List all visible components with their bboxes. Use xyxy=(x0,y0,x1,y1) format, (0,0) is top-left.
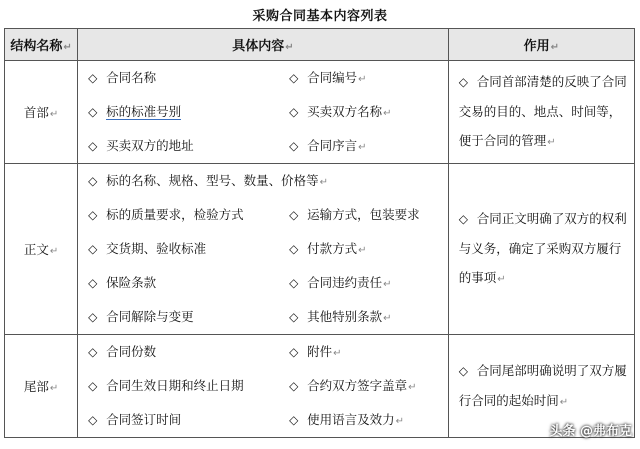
diamond-outline-icon: ◇ xyxy=(88,242,98,256)
diamond-outline-icon: ◇ xyxy=(88,208,98,222)
diamond-outline-icon: ◇ xyxy=(88,71,98,85)
table-header-row xyxy=(5,29,635,61)
section-purpose: ◇ 合同正文明确了双方的权利与义务，确定了采购双方履行的事项↵ xyxy=(448,164,634,335)
diamond-outline-icon: ◇ xyxy=(289,310,299,324)
diamond-outline-icon: ◇ xyxy=(289,379,299,393)
list-item: ◇ 买卖双方名称↵ xyxy=(279,95,448,129)
diamond-outline-icon: ◇ xyxy=(289,208,299,222)
diamond-outline-icon: ◇ xyxy=(88,379,98,393)
list-item: ◇ 合同份数 xyxy=(78,335,279,369)
table-row-body-section xyxy=(5,164,635,335)
list-item: ◇ 合同解除与变更 xyxy=(78,300,279,334)
list-item: ◇ 合同名称 xyxy=(78,61,279,95)
list-item: ◇ 合同签订时间 xyxy=(78,403,279,437)
diamond-outline-icon: ◇ xyxy=(289,139,299,153)
diamond-outline-icon: ◇ xyxy=(289,345,299,359)
contract-content-table xyxy=(4,28,635,438)
section-items xyxy=(78,61,449,164)
section-purpose: ◇ 合同尾部明确说明了双方履行合同的起始时间↵ xyxy=(448,335,634,438)
watermark: 头条 @弗布克 xyxy=(549,424,632,439)
header-purpose: 作用↵ xyxy=(448,29,634,61)
list-item: ◇ 合同违约责任↵ xyxy=(279,266,448,300)
list-item: ◇ 买卖双方的地址 xyxy=(78,129,279,163)
document-title: 采购合同基本内容列表 xyxy=(252,9,388,24)
section-items xyxy=(78,335,449,438)
list-item: ◇ 交货期、验收标准 xyxy=(78,232,279,266)
diamond-outline-icon: ◇ xyxy=(88,413,98,427)
section-name: 尾部↵ xyxy=(5,335,78,438)
section-items xyxy=(78,164,449,335)
diamond-outline-icon: ◇ xyxy=(289,71,299,85)
section-name: 首部↵ xyxy=(5,61,78,164)
diamond-outline-icon: ◇ xyxy=(88,139,98,153)
table-row-footer-section xyxy=(5,335,635,438)
list-item: ◇ 使用语言及效力↵ xyxy=(279,403,448,437)
section-name: 正文↵ xyxy=(5,164,78,335)
diamond-outline-icon: ◇ xyxy=(458,75,468,89)
diamond-outline-icon: ◇ xyxy=(88,174,98,188)
diamond-outline-icon: ◇ xyxy=(289,105,299,119)
list-item: ◇ 合同编号↵ xyxy=(279,61,448,95)
header-content: 具体内容↵ xyxy=(78,29,449,61)
list-item: ◇ 附件↵ xyxy=(279,335,448,369)
list-item: ◇ 合约双方签字盖章↵ xyxy=(279,369,448,403)
table-row-header-section xyxy=(5,61,635,164)
list-item: ◇ 合同生效日期和终止日期 xyxy=(78,369,279,403)
diamond-outline-icon: ◇ xyxy=(88,105,98,119)
header-structure: 结构名称↵ xyxy=(5,29,78,61)
list-item: ◇ 标的标准号别 xyxy=(78,95,279,129)
diamond-outline-icon: ◇ xyxy=(88,276,98,290)
diamond-outline-icon: ◇ xyxy=(88,310,98,324)
list-item: ◇ 其他特别条款↵ xyxy=(279,300,448,334)
list-item: ◇ 合同序言↵ xyxy=(279,129,448,163)
diamond-outline-icon: ◇ xyxy=(458,363,468,378)
diamond-outline-icon: ◇ xyxy=(88,345,98,359)
section-purpose: ◇ 合同首部清楚的反映了合同交易的目的、地点、时间等，便于合同的管理↵ xyxy=(448,61,634,164)
diamond-outline-icon: ◇ xyxy=(289,413,299,427)
list-item: ◇ 保险条款 xyxy=(78,266,279,300)
diamond-outline-icon: ◇ xyxy=(289,276,299,290)
list-item: ◇ 标的质量要求，检验方式 xyxy=(78,198,279,232)
diamond-outline-icon: ◇ xyxy=(458,212,468,226)
diamond-outline-icon: ◇ xyxy=(289,242,299,256)
list-item: ◇ 付款方式↵ xyxy=(279,232,448,266)
list-item: ◇ 标的名称、规格、型号、数量、价格等↵ xyxy=(78,164,448,198)
list-item: ◇ 运输方式，包装要求 xyxy=(279,198,448,232)
